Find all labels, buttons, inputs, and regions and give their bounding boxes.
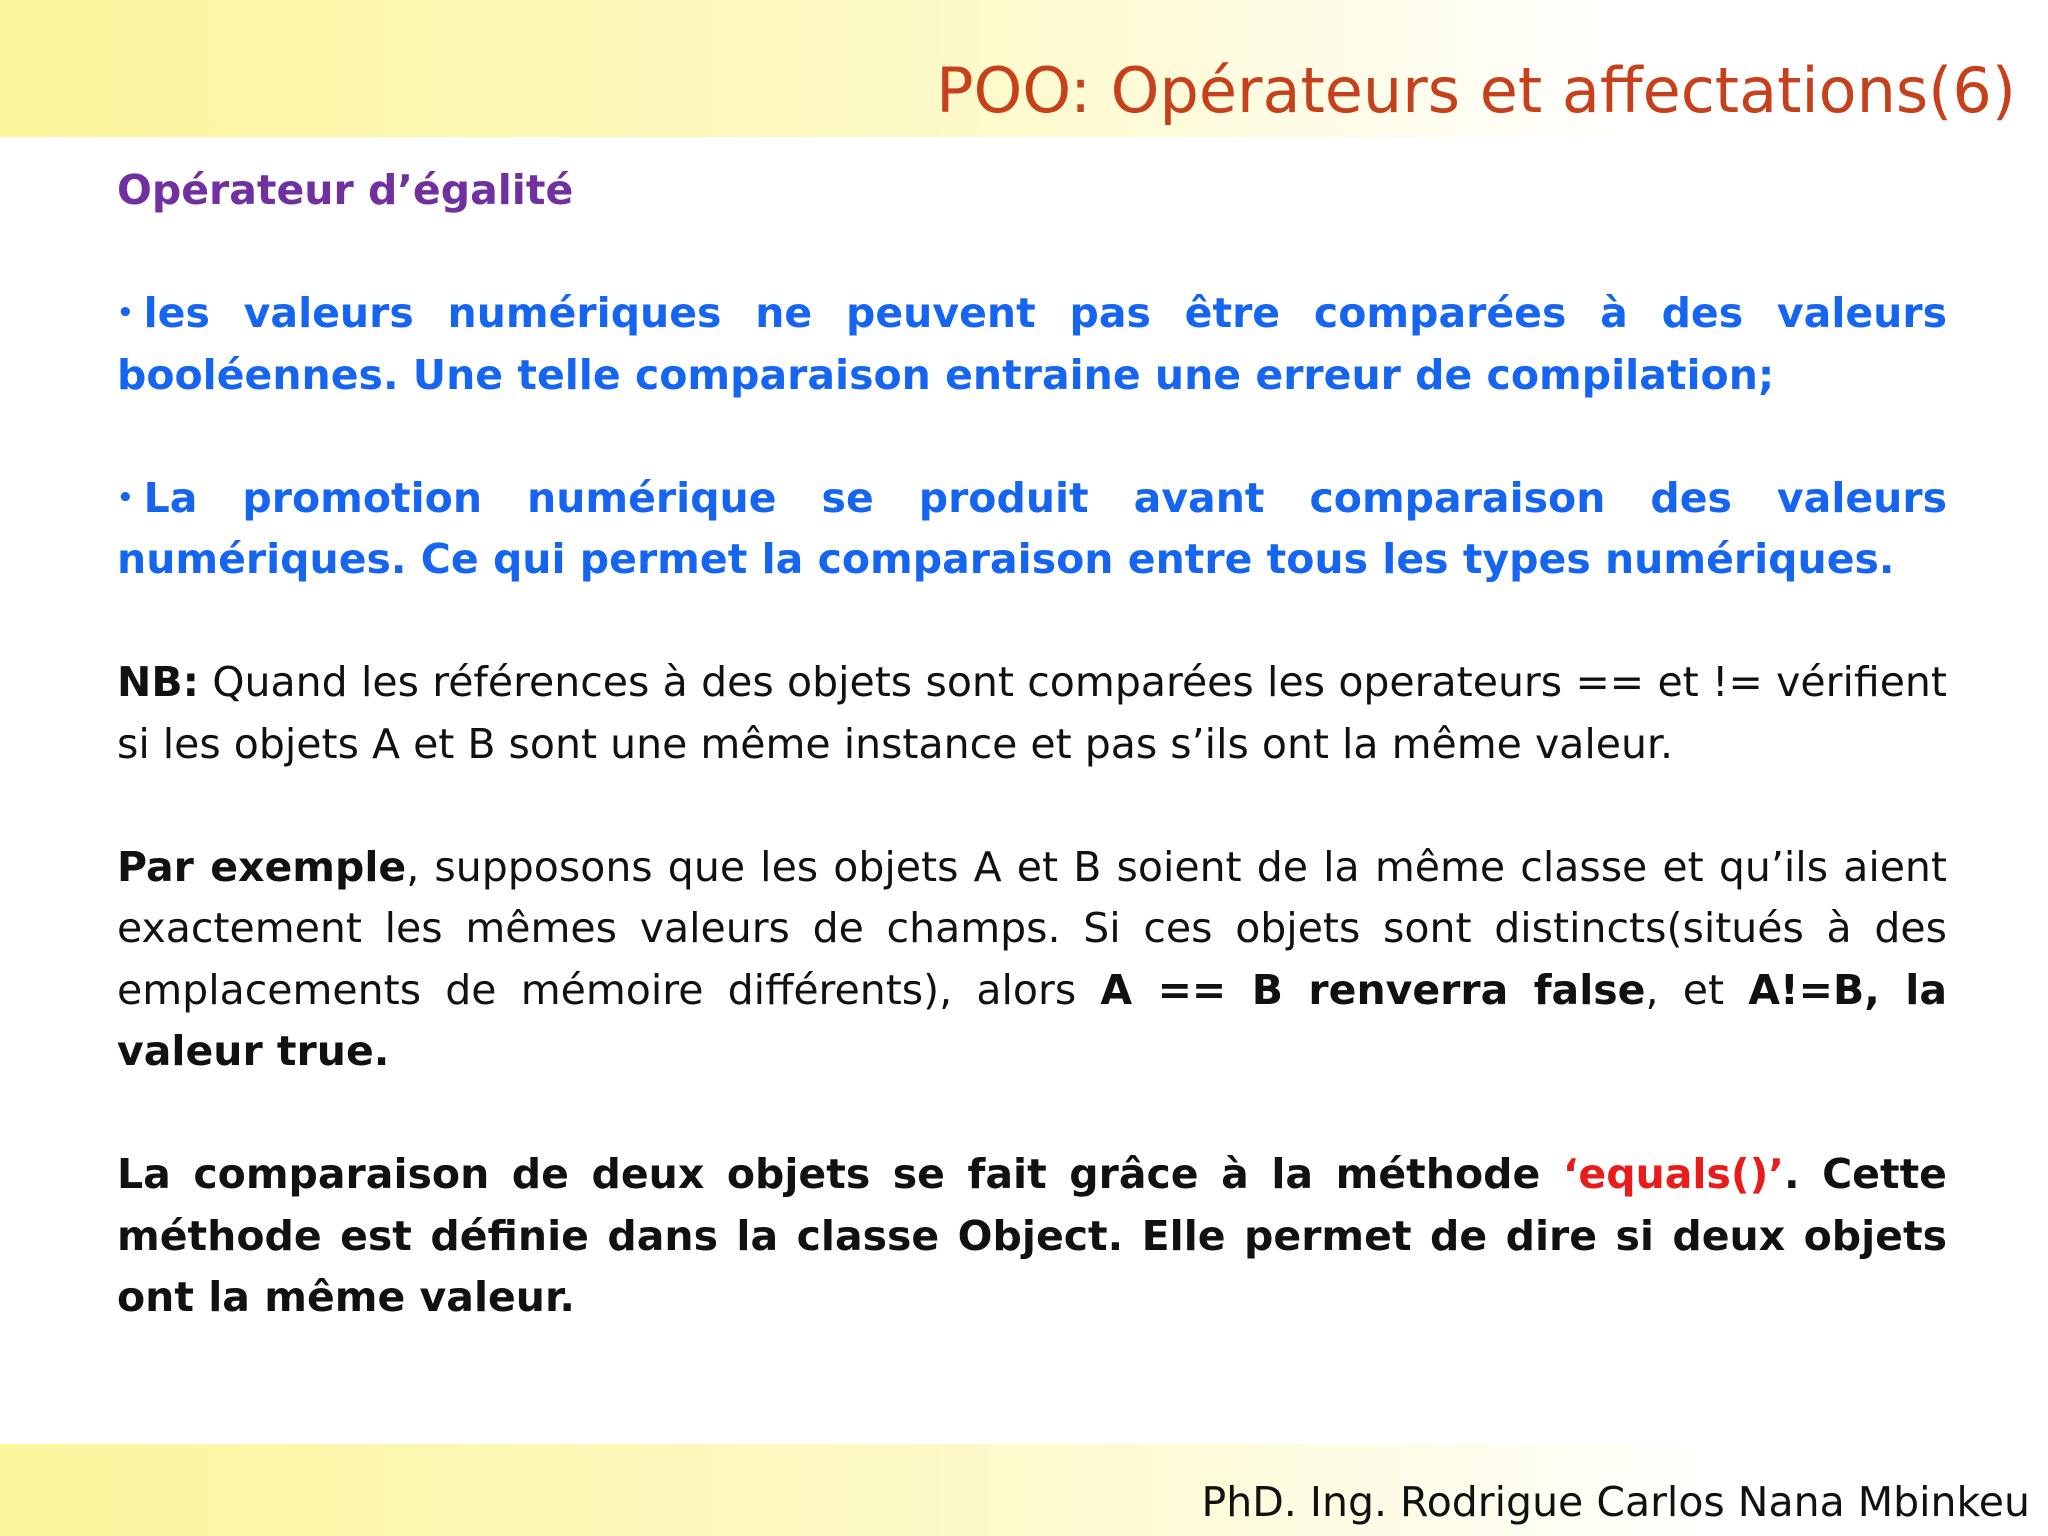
- bullet-paragraph-2: [117, 468, 1947, 591]
- example-text-1: , supposons que les objets A et B soient de la même classe et qu’ils aient exactement les mêmes valeurs de champs. Si ces objets sont distincts(situés à des emplacements de mémoire différents), alors: [117, 842, 1947, 1014]
- nb-paragraph: [117, 652, 1947, 775]
- equals-method: ‘equals()’: [1562, 1150, 1784, 1198]
- example-paragraph: [117, 837, 1947, 1083]
- section-heading: Opérateur d’égalité: [117, 166, 574, 214]
- equals-paragraph: [117, 1144, 1947, 1329]
- equals-text-1: La comparaison de deux objets se fait grâce à la méthode: [117, 1150, 1563, 1198]
- spacer: [117, 406, 1947, 468]
- bullet-dot-icon: •: [117, 298, 134, 328]
- example-text-2: , et: [1645, 965, 1749, 1014]
- example-bold-2: A!=B, la valeur true.: [117, 965, 1947, 1075]
- bullet-paragraph-1: [117, 283, 1947, 406]
- example-label: Par exemple: [117, 842, 407, 891]
- equals-text-2: . Cette méthode est définie dans la classe Object. Elle permet de dire si deux objets ont la même valeur.: [117, 1150, 1947, 1321]
- bullet-dot-icon: •: [117, 482, 134, 513]
- spacer: [117, 775, 1947, 837]
- nb-text: Quand les références à des objets sont comparées les operateurs == et != vérifient si les objets A et B sont une même instance et pas s’ils ont la même valeur.: [117, 658, 1947, 768]
- nb-label: NB:: [117, 658, 199, 706]
- example-bold-1: A == B renverra false: [1100, 965, 1646, 1014]
- spacer: [117, 591, 1947, 653]
- footer-author: PhD. Ing. Rodrigue Carlos Nana Mbinkeu: [1201, 1478, 2030, 1526]
- bullet-text-1: les valeurs numériques ne peuvent pas être comparées à des valeurs booléennes. Une telle comparaison entraine une erreur de compilation;: [117, 289, 1947, 399]
- spacer: [117, 1083, 1947, 1145]
- slide-title: POO: Opérateurs et affectations(6): [936, 54, 2016, 127]
- bullet-text-2: La promotion numérique se produit avant comparaison des valeurs numériques. Ce qui permet la comparaison entre tous les types numériques.: [117, 473, 1947, 583]
- spacer: [117, 222, 1947, 284]
- slide-content: [117, 160, 1947, 1329]
